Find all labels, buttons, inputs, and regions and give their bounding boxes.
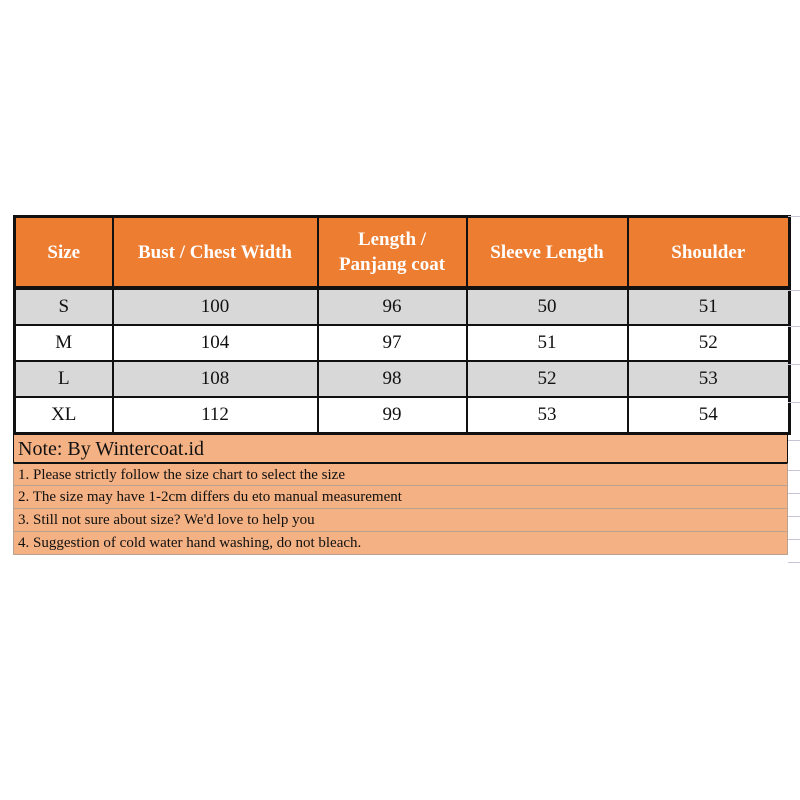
header-bust-chest-width: Bust / Chest Width: [113, 217, 318, 289]
cell-length: 98: [318, 361, 467, 397]
gridline: [788, 326, 800, 327]
note-line: 1. Please strictly follow the size chart to select the size: [13, 463, 788, 486]
header-sleeve-length: Sleeve Length: [467, 217, 628, 289]
gridline: [788, 290, 800, 291]
gridline: [788, 516, 800, 517]
header-size: Size: [15, 217, 113, 289]
gridline: [788, 562, 800, 563]
header-row: [15, 217, 790, 289]
cell-shoulder: 54: [628, 397, 790, 434]
cell-sleeve: 52: [467, 361, 628, 397]
note-line: 3. Still not sure about size? We'd love to help you: [13, 509, 788, 532]
header-shoulder: Shoulder: [628, 217, 790, 289]
cell-sleeve: 51: [467, 325, 628, 361]
cell-shoulder: 52: [628, 325, 790, 361]
note-title: Note: By Wintercoat.id: [13, 435, 788, 463]
gridline: [788, 364, 800, 365]
table-row: [15, 397, 790, 434]
notes-block: [13, 435, 788, 555]
cell-size: XL: [15, 397, 113, 434]
cell-size: L: [15, 361, 113, 397]
gridline: [788, 440, 800, 441]
cell-length: 97: [318, 325, 467, 361]
cell-length: 99: [318, 397, 467, 434]
size-table: [13, 215, 791, 435]
cell-shoulder: 53: [628, 361, 790, 397]
table-row: [15, 288, 790, 325]
cell-size: S: [15, 288, 113, 325]
gridline: [788, 493, 800, 494]
table-row: [15, 361, 790, 397]
note-line: 2. The size may have 1-2cm differs du eto manual measurement: [13, 486, 788, 509]
cell-sleeve: 50: [467, 288, 628, 325]
size-chart-sheet: [13, 215, 788, 555]
cell-size: M: [15, 325, 113, 361]
note-line: 4. Suggestion of cold water hand washing, do not bleach.: [13, 532, 788, 555]
gridline: [788, 539, 800, 540]
cell-bust: 100: [113, 288, 318, 325]
gridline: [788, 216, 800, 217]
cell-shoulder: 51: [628, 288, 790, 325]
gridline: [788, 470, 800, 471]
cell-bust: 108: [113, 361, 318, 397]
header-length: Length / Panjang coat: [318, 217, 467, 289]
cell-length: 96: [318, 288, 467, 325]
cell-bust: 104: [113, 325, 318, 361]
gridline: [788, 402, 800, 403]
table-row: [15, 325, 790, 361]
cell-sleeve: 53: [467, 397, 628, 434]
cell-bust: 112: [113, 397, 318, 434]
